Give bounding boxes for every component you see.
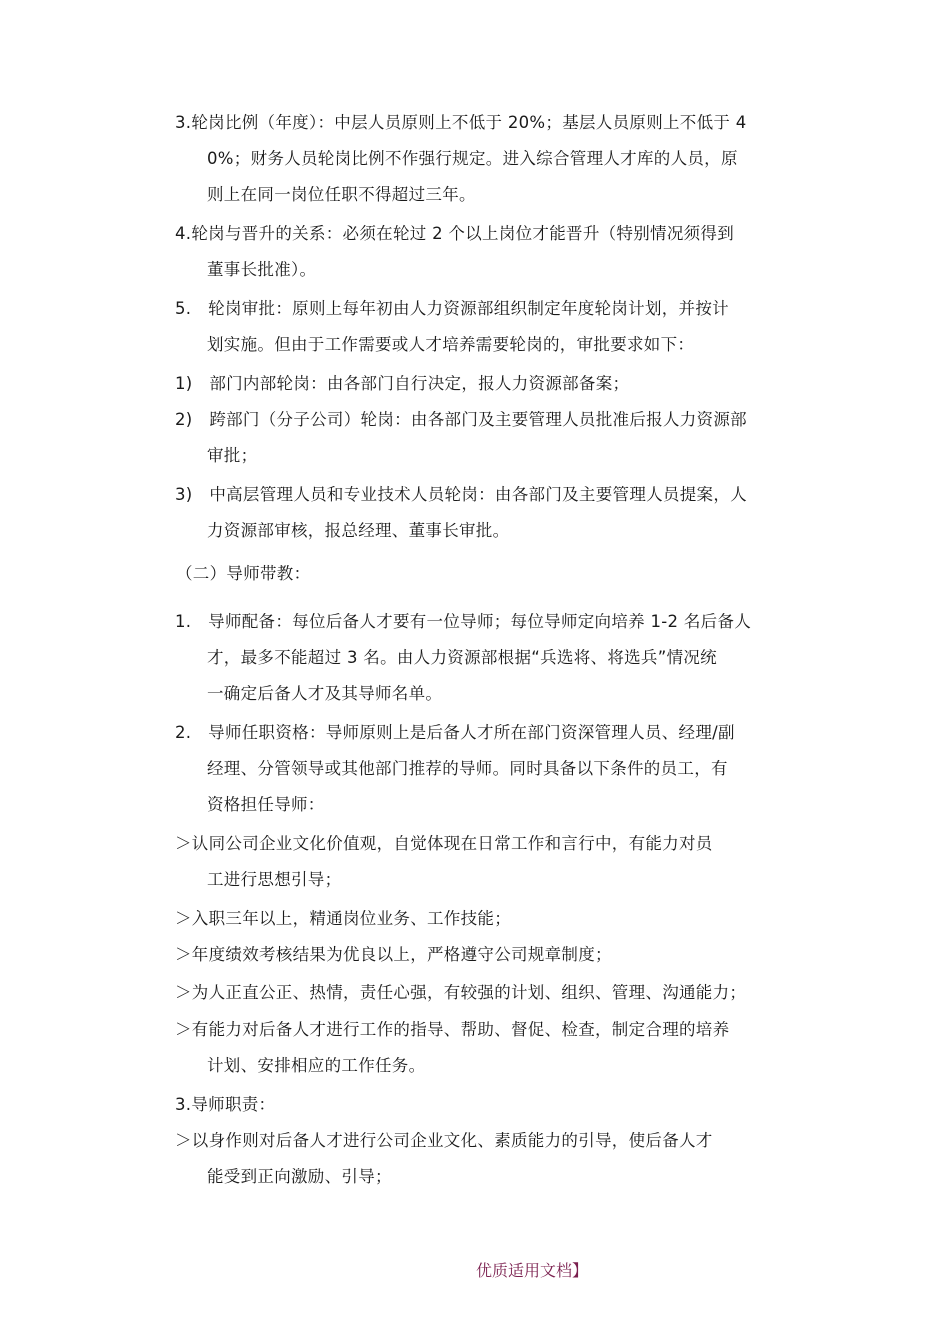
bullet-item: ＞认同公司企业文化价值观，自觉体现在日常工作和言行中，有能力对员 xyxy=(175,834,713,853)
text-line: 一确定后备人才及其导师名单。 xyxy=(207,684,443,703)
list-item: 2. 导师任职资格：导师原则上是后备人才所在部门资深管理人员、经理/副 xyxy=(175,723,735,742)
text-line: 才，最多不能超过 3 名。由人力资源部根据“兵选将、将选兵”情况统 xyxy=(207,648,717,667)
text-line: 力资源部审核，报总经理、董事长审批。 xyxy=(207,521,510,540)
text-line: 则上在同一岗位任职不得超过三年。 xyxy=(207,185,476,204)
bullet-item: ＞入职三年以上，精通岗位业务、工作技能； xyxy=(175,909,511,928)
page-footer: 优质适用文档】 xyxy=(476,1261,589,1280)
bullet-item: ＞有能力对后备人才进行工作的指导、帮助、督促、检查，制定合理的培养 xyxy=(175,1020,730,1039)
bullet-item: ＞以身作则对后备人才进行公司企业文化、素质能力的引导，使后备人才 xyxy=(175,1131,713,1150)
text-line: 审批； xyxy=(207,446,258,465)
text-line: 0%；财务人员轮岗比例不作强行规定。进入综合管理人才库的人员，原 xyxy=(207,149,738,168)
text-line: 工进行思想引导； xyxy=(207,870,342,889)
text-line: 董事长批准）。 xyxy=(207,260,317,279)
text-line: 经理、分管领导或其他部门推荐的导师。同时具备以下条件的员工，有 xyxy=(207,759,728,778)
list-item: 3) 中高层管理人员和专业技术人员轮岗：由各部门及主要管理人员提案，人 xyxy=(175,485,747,504)
list-item: 1. 导师配备：每位后备人才要有一位导师；每位导师定向培养 1-2 名后备人 xyxy=(175,612,752,631)
text-line: 4.轮岗与晋升的关系：必须在轮过 2 个以上岗位才能晋升（特别情况须得到 xyxy=(175,224,735,243)
bullet-item: ＞年度绩效考核结果为优良以上，严格遵守公司规章制度； xyxy=(175,945,612,964)
text-line: 划实施。但由于工作需要或人才培养需要轮岗的，审批要求如下： xyxy=(207,335,695,354)
text-line: 3.轮岗比例（年度）：中层人员原则上不低于 20%；基层人员原则上不低于 4 xyxy=(175,113,747,132)
text-line: 计划、安排相应的工作任务。 xyxy=(207,1056,426,1075)
list-item: 2) 跨部门（分子公司）轮岗：由各部门及主要管理人员批准后报人力资源部 xyxy=(175,410,747,429)
text-line: 能受到正向激励、引导； xyxy=(207,1167,392,1186)
text-line: 5. 轮岗审批：原则上每年初由人力资源部组织制定年度轮岗计划，并按计 xyxy=(175,299,729,318)
section-heading: （二）导师带教： xyxy=(176,564,311,583)
bullet-item: ＞为人正直公正、热情，责任心强，有较强的计划、组织、管理、沟通能力； xyxy=(175,983,747,1002)
text-line: 资格担任导师： xyxy=(207,795,325,814)
text-line: 3.导师职责： xyxy=(175,1095,276,1114)
list-item: 1) 部门内部轮岗：由各部门自行决定，报人力资源部备案； xyxy=(175,374,630,393)
